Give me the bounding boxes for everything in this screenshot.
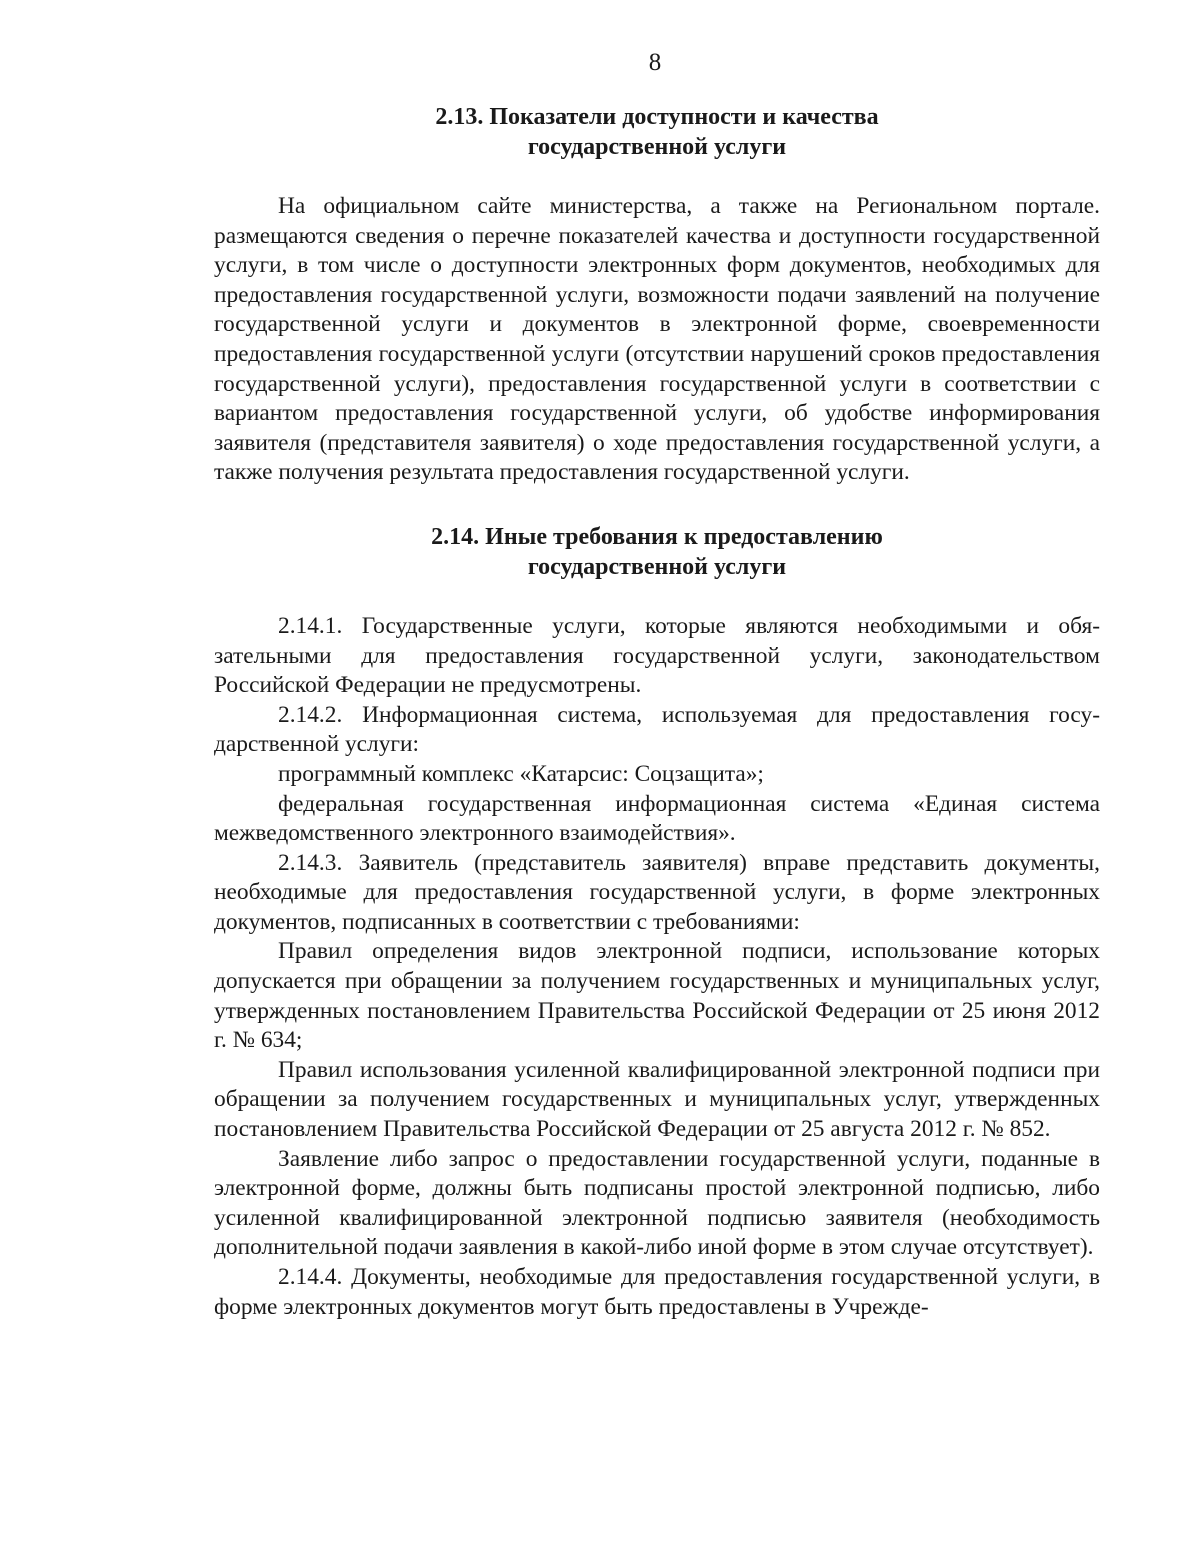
paragraph-electronic-signature: Заявление либо запрос о предоставлении государственной услуги, поданные в электронной форме, должны быть подписаны простой электронной подписью, либо усиленной квалифицированной электронной подписью заявителя (необходимость дополнительной подачи заявления в какой-либо иной форме в этом случае отсутствует). — [214, 1145, 1100, 1261]
paragraph-smev-system: федеральная государственная информационная система «Единая система межведомственного электронного взаимодействия». — [214, 790, 1100, 847]
section-heading-2-14-line1: 2.14. Иные требования к предоставлению — [431, 523, 883, 550]
section-heading-2-13-line1: 2.13. Показатели доступности и качества — [435, 104, 879, 130]
page-content — [214, 100, 1100, 1322]
section-heading-2-14 — [214, 522, 1100, 582]
paragraph-2-14-2: 2.14.2. Информационная система, используемая для предоставления государственной услуги: — [214, 701, 1100, 758]
section-2-13-paragraph: На официальном сайте министерства, а также на Региональном портале. размещаются сведения о перечне показателей качества и доступности государственной услуги, в том числе о доступности электронных форм документов, необходимых для предоставления государственной услуги, возможности подачи заявлений на получение государственной услуги и документов в электронной форме, своевременности предоставления государственной услуги (отсутствии нарушений сроков предоставления государственной услуги), предоставления государственной услуги в соответствии с вариантом предоставления государственной услуги, об удобстве информирования заявителя (представителя заявителя) о ходе предоставления государственной услуги, а также получения результата предоставления государственной услуги. — [214, 193, 1100, 486]
paragraph-2-14-4: 2.14.4. Документы, необходимые для предоставления государственной услуги, в форме электронных документов могут быть предоставлены в Учрежде- — [214, 1264, 1100, 1320]
paragraph-2-14-1: 2.14.1. Государственные услуги, которые являются необходимыми и обязательными для предоставления государственной услуги, законодательством Российской Федерации не предусмотрены. — [214, 612, 1100, 699]
section-heading-2-13 — [214, 102, 1100, 162]
paragraph-2-14-3: 2.14.3. Заявитель (представитель заявителя) вправе представить документы, необходимые для предоставления государственной услуги, в форме электронных документов, подписанных в соответствии с требованиями: — [214, 849, 1100, 935]
paragraph-katarsis-system: программный комплекс «Катарсис: Соцзащита»; — [278, 760, 764, 787]
page-number: 8 — [648, 49, 662, 76]
paragraph-rules-852: Правил использования усиленной квалифицированной электронной подписи при обращении за получением государственных и муниципальных услуг, утвержденных постановлением Правительства Российской Федерации от 25 августа 2012 г. № 852. — [214, 1056, 1100, 1143]
paragraph-rules-634: Правил определения видов электронной подписи, использование которых допускается при обращении за получением государственных и муниципальных услуг, утвержденных постановлением Правительства Российской Федерации от 25 июня 2012 г. № 634; — [214, 938, 1100, 1054]
section-heading-2-14-line2: государственной услуги — [527, 553, 787, 580]
section-heading-2-13-line2: государственной услуги — [527, 134, 787, 160]
